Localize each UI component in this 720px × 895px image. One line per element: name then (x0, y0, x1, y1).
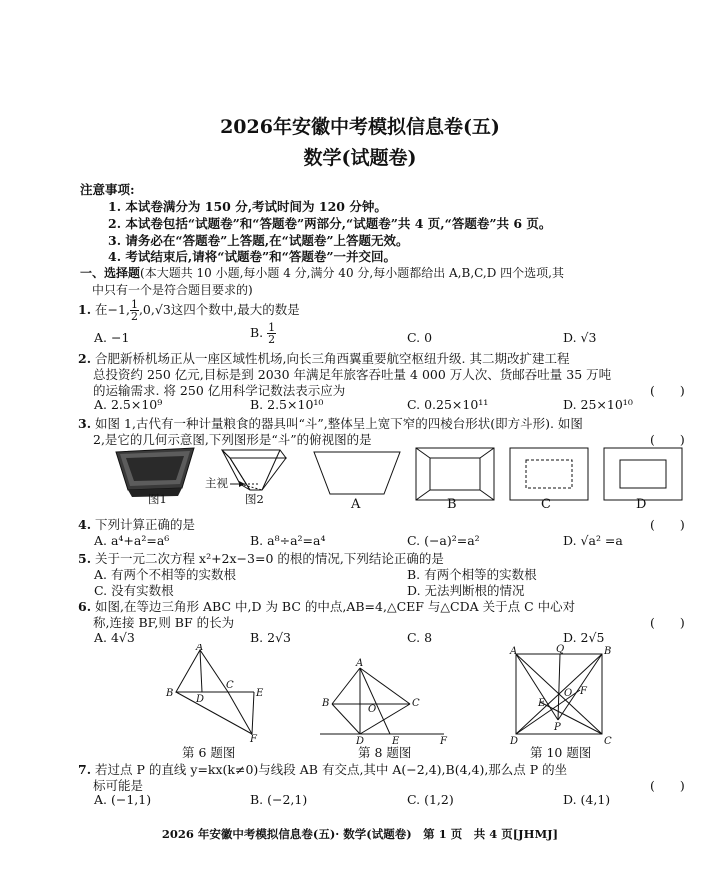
q3-text-1: 如图 1,古代有一种计量粮食的器具叫“斗”,整体呈上宽下窄的四棱台形状(即方斗形). 如图 (95, 416, 583, 431)
figure-8-caption: 第 8 题图 (358, 745, 412, 760)
note-3: 3. 请务必在“答题卷”上答题,在“试题卷”上答题无效。 (108, 233, 409, 248)
q2-option-d: D. 25×10¹⁰ (563, 397, 633, 412)
frustum-diagram (222, 450, 286, 490)
figure-10-caption: 第 10 题图 (530, 745, 592, 760)
svg-text:B: B (604, 646, 612, 657)
q5-option-a: A. 有两个不相等的实数根 (94, 567, 236, 582)
frac-den: 2 (130, 310, 138, 323)
option-c-shape (510, 448, 588, 500)
q4-option-a: A. a⁴+a²=a⁶ (94, 533, 170, 548)
q2-option-a: A. 2.5×10⁹ (94, 397, 163, 412)
q7-option-d: D. (4,1) (563, 792, 611, 807)
q3-label-d: D (636, 497, 647, 512)
note-2: 2. 本试卷包括“试题卷”和“答题卷”两部分,“试题卷”共 4 页,“答题卷”共 6 页。 (108, 216, 552, 231)
q1-option-a: A. −1 (94, 330, 130, 345)
dou-photo-image (116, 448, 194, 497)
frac-den: 2 (268, 333, 276, 346)
q2-option-c: C. 0.25×10¹¹ (407, 397, 489, 412)
question-2-line-2: 总投资约 250 亿元,目标是到 2030 年满足年旅客吞吐量 4 000 万人次、货邮吞吐量 35 万吨 (93, 367, 612, 382)
svg-text:D: D (356, 736, 365, 744)
notes-heading: 注意事项: (80, 182, 135, 197)
question-number: 3. (78, 416, 92, 431)
section-header (80, 264, 564, 281)
answer-paren: ( ) (650, 778, 685, 793)
page-footer: 2026 年安徽中考模拟信息卷(五)· 数学(试题卷) 第 1 页 共 4 页[JHMJ] (161, 827, 559, 841)
q5-option-d: D. 无法判断根的情况 (407, 583, 525, 598)
q5-option-c: C. 没有实数根 (94, 583, 174, 598)
q1-option-b (250, 322, 276, 345)
svg-text:E: E (538, 698, 546, 709)
q7-option-b: B. (−2,1) (250, 792, 308, 807)
svg-text:C: C (226, 680, 234, 691)
q4-option-d: D. √a² =a (563, 533, 623, 548)
q1-b-label: B. (250, 325, 264, 340)
option-b-shape (416, 448, 494, 500)
question-7-line-2: 标可能是 (93, 778, 144, 793)
q4-option-b: B. a⁸÷a²=a⁴ (250, 533, 326, 548)
answer-paren: ( ) (650, 615, 685, 630)
q6-option-a: A. 4√3 (94, 630, 135, 645)
q7-option-c: C. (1,2) (407, 792, 454, 807)
svg-text:A: A (356, 658, 364, 669)
question-number: 6. (78, 599, 92, 614)
q1-b-fraction (267, 322, 276, 345)
q7-option-a: A. (−1,1) (94, 792, 152, 807)
q6-option-d: D. 2√5 (563, 630, 605, 645)
q4-option-c: C. (−a)²=a² (407, 533, 480, 548)
note-1: 1. 本试卷满分为 150 分,考试时间为 120 分钟。 (108, 199, 387, 214)
page-title: 2026年安徽中考模拟信息卷(五) (220, 116, 500, 138)
svg-text:F: F (580, 686, 587, 697)
section-head: 一、选择题 (80, 266, 141, 280)
option-a-shape (314, 452, 400, 494)
svg-text:B: B (322, 698, 330, 709)
q7-text-1: 若过点 P 的直线 y=kx(k≠0)与线段 AB 有交点,其中 A(−2,4),B(4,4),那么点 P 的坐 (95, 762, 568, 777)
frac-num: 1 (130, 298, 138, 311)
answer-paren: ( ) (650, 383, 685, 398)
figure-8 (320, 668, 444, 734)
svg-text:O: O (564, 688, 573, 699)
question-6-line-2: 称,连接 BF,则 BF 的长为 (93, 615, 235, 630)
question-number: 1. (78, 302, 92, 317)
fig2-caption: 图2 (245, 492, 264, 506)
svg-text:P: P (554, 722, 561, 733)
svg-text:B: B (166, 688, 174, 699)
q1-fraction (130, 299, 139, 322)
svg-text:C: C (604, 736, 612, 744)
q5-text: 关于一元二次方程 x²+2x−3=0 的根的情况,下列结论正确的是 (95, 551, 444, 566)
svg-text:A: A (196, 644, 204, 653)
frac-num: 1 (268, 321, 276, 334)
figure-6 (176, 650, 254, 734)
svg-text:F: F (440, 736, 447, 744)
svg-text:A: A (510, 646, 518, 657)
question-2-line-3: 的运输需求. 将 250 亿用科学记数法表示应为 (93, 383, 346, 398)
q1-stem-post: ,0,√3这四个数中,最大的数是 (138, 302, 300, 317)
q3-label-c: C (541, 497, 551, 512)
question-number: 2. (78, 351, 92, 366)
q3-figures (112, 444, 702, 512)
svg-text:E: E (256, 688, 264, 699)
option-d-shape (604, 448, 682, 500)
section-desc-2: 中只有一个是符合题目要求的) (92, 283, 253, 297)
svg-text:C: C (412, 698, 420, 709)
answer-paren: ( ) (650, 432, 685, 447)
q1-stem-pre: 在−1, (95, 302, 130, 317)
question-number: 5. (78, 551, 92, 566)
question-number: 4. (78, 517, 92, 532)
question-number: 7. (78, 762, 92, 777)
svg-text:Q: Q (556, 644, 565, 655)
q6-option-b: B. 2√3 (250, 630, 292, 645)
question-7-line-1 (78, 760, 567, 778)
q1-option-d: D. √3 (563, 330, 597, 345)
front-view-label: 主视 (205, 476, 228, 490)
q3-label-a: A (351, 497, 361, 512)
question-4-stem (78, 515, 195, 533)
note-4: 4. 考试结束后,请将“试题卷”和“答题卷”一并交回。 (108, 249, 397, 264)
section-desc-1: (本大题共 10 小题,每小题 4 分,满分 40 分,每小题都给出 A,B,C,D 四个选项,其 (140, 266, 564, 280)
fig1-caption: 图1 (148, 492, 167, 506)
q1-option-c: C. 0 (407, 330, 433, 345)
q2-option-b: B. 2.5×10¹⁰ (250, 397, 324, 412)
geometry-figures (160, 644, 620, 744)
q3-label-b: B (447, 497, 457, 512)
q5-option-b: B. 有两个相等的实数根 (407, 567, 537, 582)
question-3-line-2: 2,是它的几何示意图,下列图形是“斗”的俯视图的是 (93, 432, 372, 447)
figure-6-caption: 第 6 题图 (182, 745, 236, 760)
q4-text: 下列计算正确的是 (95, 517, 196, 532)
question-1-stem (78, 299, 300, 322)
svg-text:F: F (250, 734, 257, 744)
svg-text:D: D (196, 694, 205, 705)
figure-8-labels (321, 658, 448, 744)
svg-text:D: D (510, 736, 519, 744)
q6-text-1: 如图,在等边三角形 ABC 中,D 为 BC 的中点,AB=4,△CEF 与△CDA 关于点 C 中心对 (95, 599, 576, 614)
q6-option-c: C. 8 (407, 630, 433, 645)
answer-paren: ( ) (650, 517, 685, 532)
svg-text:E: E (392, 736, 400, 744)
svg-text:O: O (368, 704, 377, 715)
page-subtitle: 数学(试题卷) (303, 147, 417, 169)
q2-text-1: 合肥新桥机场正从一座区域性机场,向长三角西翼重要航空枢纽升级. 其二期改扩建工程 (95, 351, 570, 366)
